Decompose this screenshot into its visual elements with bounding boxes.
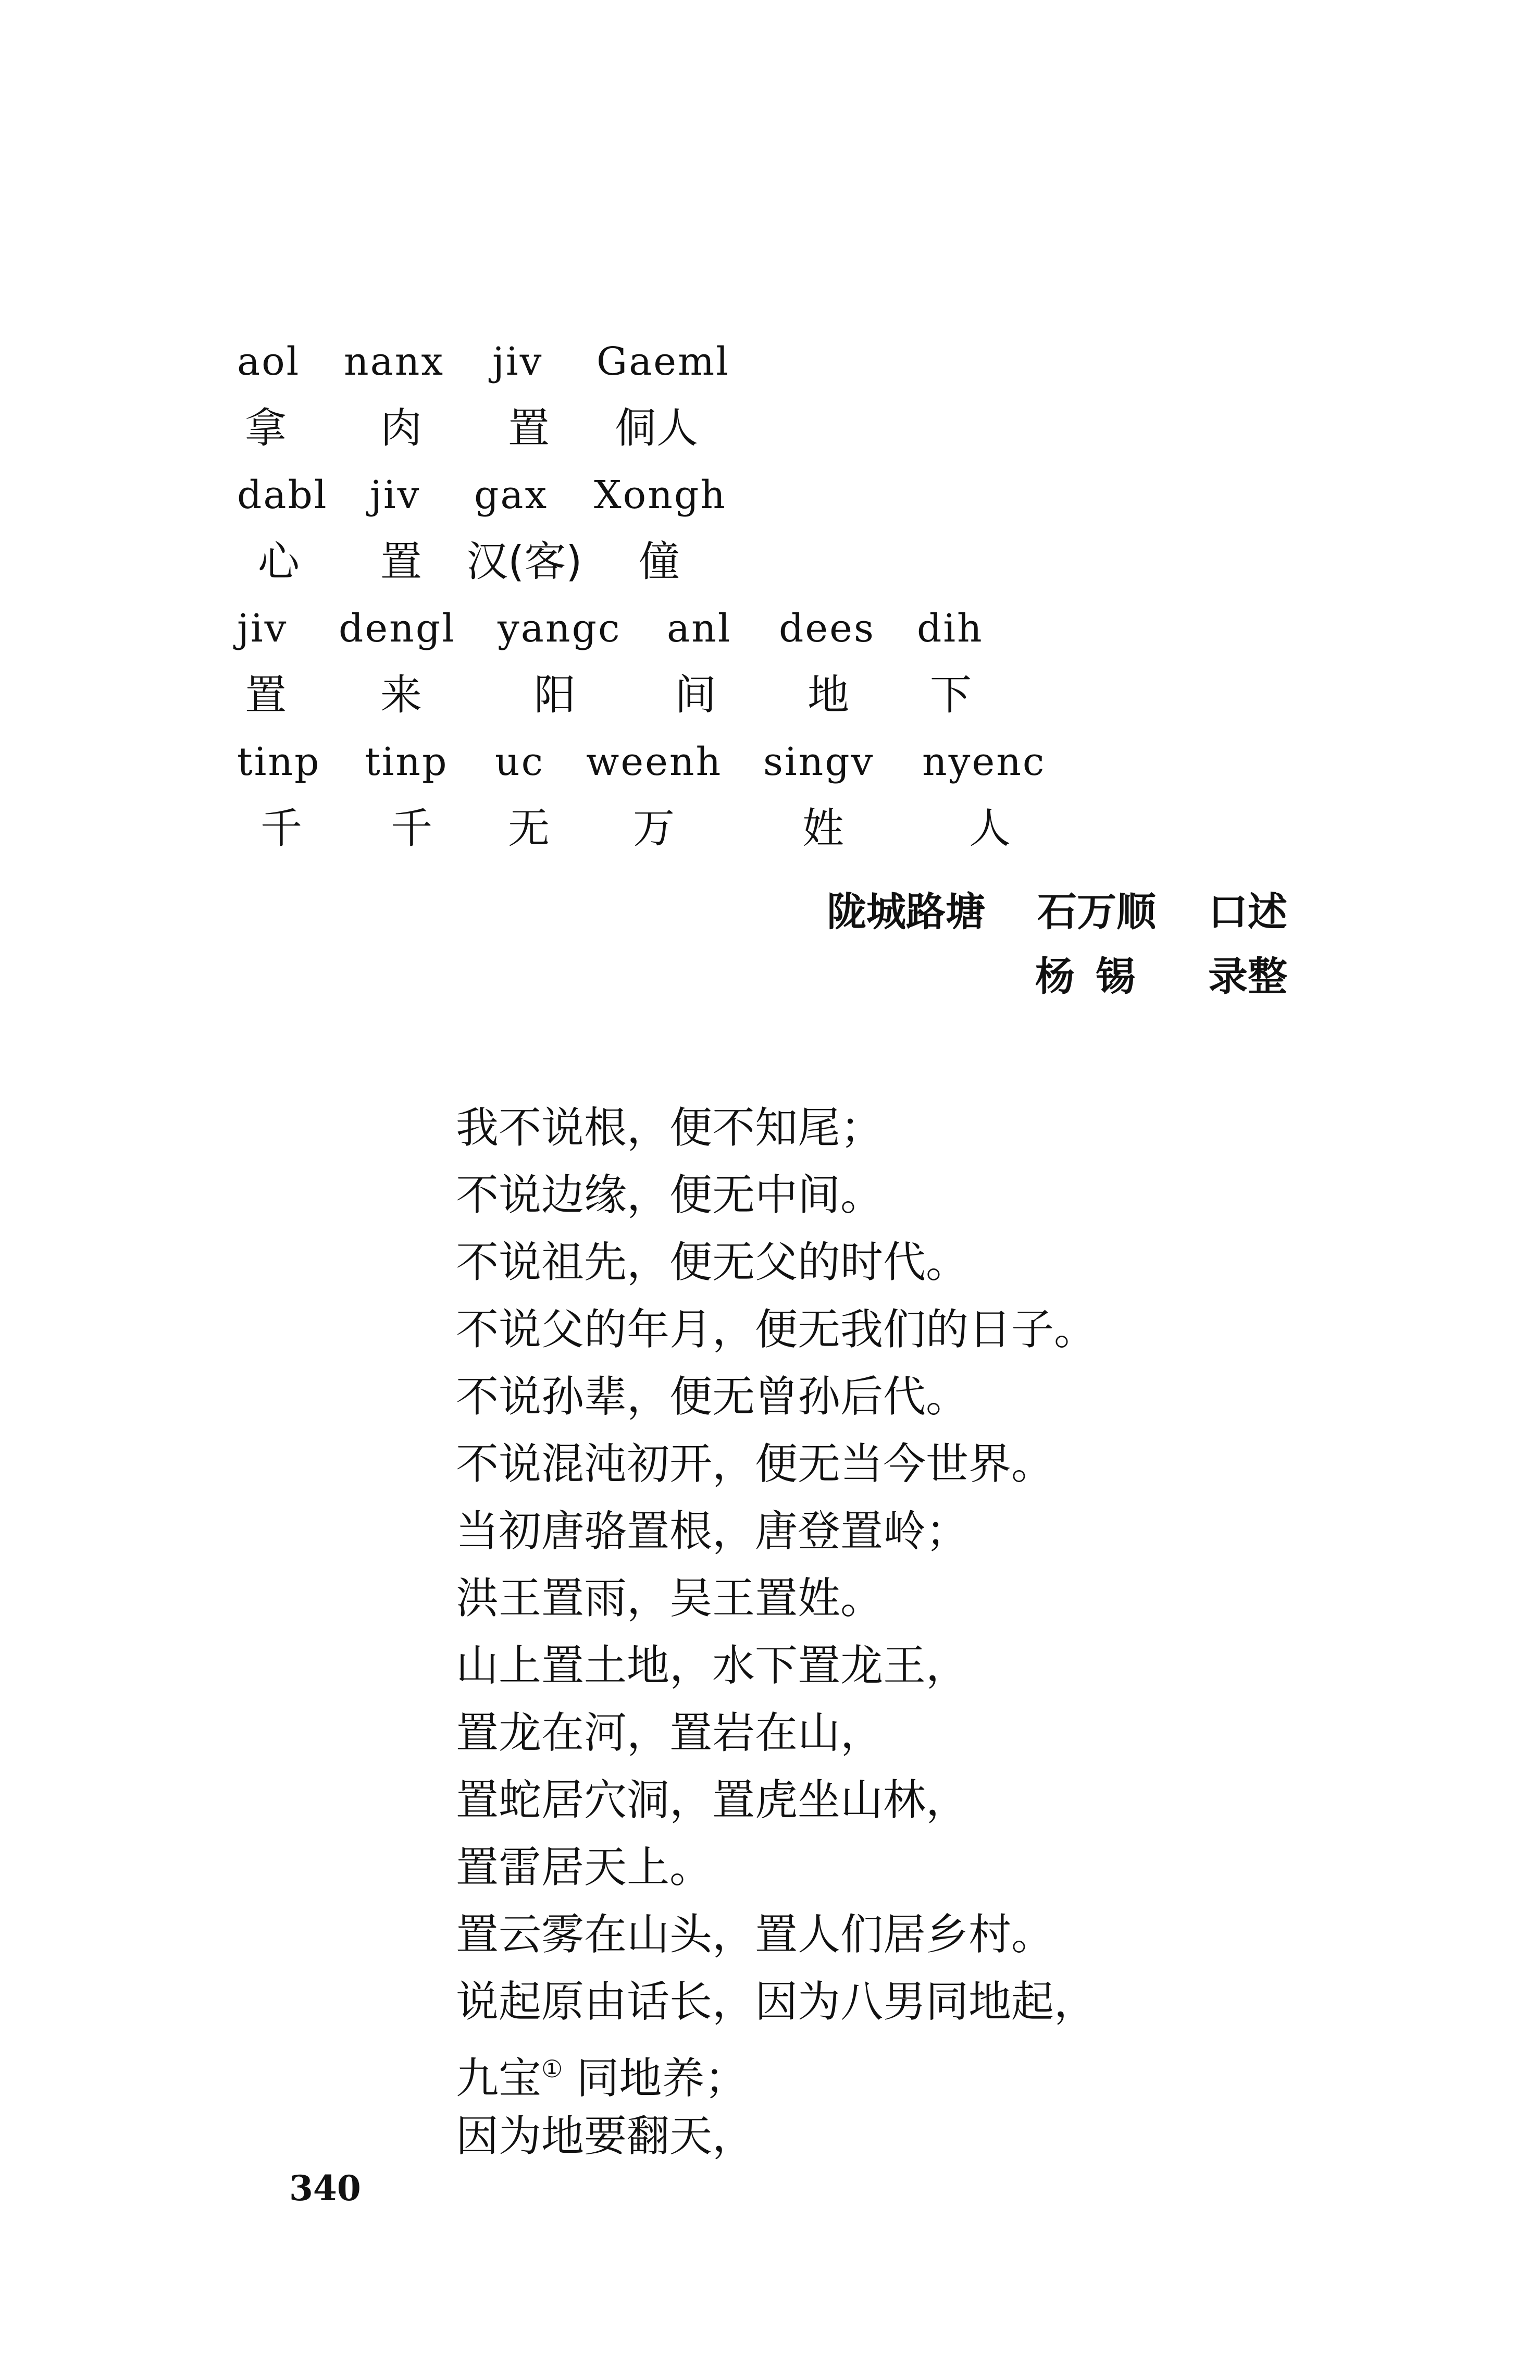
gloss-word: 无 xyxy=(508,804,550,853)
gloss-word: 僮 xyxy=(638,537,680,586)
gloss-word: 下 xyxy=(930,671,972,719)
romanized-word: dees xyxy=(779,606,875,651)
poem-line-text: 置龙在河，置岩在山， xyxy=(456,1708,884,1758)
romanized-word: uc xyxy=(495,739,545,784)
poem-line-text: 不说孙辈，便无曾孙后代。 xyxy=(456,1372,969,1422)
gloss-word: 千 xyxy=(260,804,302,853)
gloss-word: 肉 xyxy=(380,404,422,452)
gloss-line xyxy=(237,795,1123,862)
poem-line xyxy=(456,2103,1342,2170)
poem-line xyxy=(456,1632,1342,1699)
romanized-word: yangc xyxy=(498,606,622,651)
poem-line-text: 因为地要翻天， xyxy=(456,2112,755,2161)
gloss-word: 地 xyxy=(808,671,849,719)
poem-line xyxy=(456,1363,1342,1431)
gloss-word: 侗人 xyxy=(615,404,698,452)
romanized-word: jiv xyxy=(492,339,543,384)
poem-line xyxy=(456,1162,1342,1229)
gloss-word: 人 xyxy=(969,804,1011,853)
romanized-word: jiv xyxy=(237,606,288,651)
footnote-marker[interactable]: ① xyxy=(541,2055,563,2083)
poem-line xyxy=(456,1431,1342,1498)
romanized-word: weenh xyxy=(586,739,723,784)
gloss-line xyxy=(237,395,1123,462)
poem-line xyxy=(456,1968,1342,2036)
romanized-word: dabl xyxy=(237,473,328,517)
romanized-line xyxy=(237,729,1123,795)
gloss-word: 千 xyxy=(391,804,432,853)
poem-line xyxy=(456,1229,1342,1296)
poem-line-text: 说起原由话长，因为八男同地起， xyxy=(456,1977,1097,2027)
poem-line xyxy=(456,1565,1342,1632)
poem-line-text: 不说边缘，便无中间。 xyxy=(456,1170,884,1220)
poem-line xyxy=(456,1834,1342,1901)
romanized-word: anl xyxy=(667,606,732,651)
romanized-word: nanx xyxy=(344,339,445,384)
gloss-line xyxy=(237,528,1123,595)
poem-line-text: 置蛇居穴洞，置虎坐山林， xyxy=(456,1775,969,1825)
poem-line-text: 山上置土地，水下置龙王， xyxy=(456,1641,969,1691)
poem-line-text: 九宝 xyxy=(456,2054,542,2103)
poem-line-text: 不说混沌初开，便无当今世界。 xyxy=(456,1439,1054,1489)
gloss-word: 阳 xyxy=(534,671,576,719)
romanized-word: gax xyxy=(474,473,549,517)
poem-line-text-rest: 同地养； xyxy=(563,2054,748,2103)
page-number: 340 xyxy=(289,2168,361,2209)
romanized-word: singv xyxy=(763,739,875,784)
romanized-word: Xongh xyxy=(594,473,727,517)
poem-line-text: 不说父的年月，便无我们的日子。 xyxy=(456,1305,1097,1354)
poem-line-text: 当初唐骆置根，唐登置岭； xyxy=(456,1507,969,1556)
credits xyxy=(827,880,1287,1009)
poem-line xyxy=(456,1498,1342,1565)
gloss-word: 汉(客) xyxy=(466,537,582,586)
poem-line xyxy=(456,1901,1342,1968)
gloss-word: 置 xyxy=(245,671,287,719)
poem-line xyxy=(456,1296,1342,1363)
romanized-word: tinp xyxy=(365,739,449,784)
poem-line-text: 我不说根，便不知尾； xyxy=(456,1103,884,1153)
credit-place: 陇城路塘 xyxy=(827,889,985,935)
romanized-word: Gaeml xyxy=(597,339,730,384)
gloss-line xyxy=(237,662,1123,729)
romanized-word: jiv xyxy=(370,473,421,517)
poem-line-text: 置雷居天上。 xyxy=(456,1843,713,1892)
romanized-word: nyenc xyxy=(922,739,1046,784)
romanized-word: dengl xyxy=(339,606,456,651)
poem-line xyxy=(456,1699,1342,1767)
gloss-word: 心 xyxy=(258,537,300,586)
romanized-line xyxy=(237,595,1123,662)
poem-line-text: 不说祖先，便无父的时代。 xyxy=(456,1238,969,1287)
credit-person: 石万顺 xyxy=(1037,889,1156,935)
romanized-line xyxy=(237,328,1123,395)
credit-person: 杨锡 xyxy=(1035,953,1156,1000)
gloss-word: 置 xyxy=(380,537,422,586)
gloss-word: 万 xyxy=(633,804,675,853)
gloss-word: 姓 xyxy=(802,804,844,853)
credit-role: 口述 xyxy=(1208,889,1287,935)
romanized-word: tinp xyxy=(237,739,321,784)
credit-role: 录整 xyxy=(1208,953,1287,1000)
poem-line xyxy=(456,2036,1342,2103)
poem-line-text: 置云雾在山头，置人们居乡村。 xyxy=(456,1910,1054,1959)
credit-recorder xyxy=(827,944,1287,1009)
romanized-word: dih xyxy=(917,606,984,651)
gloss-word: 置 xyxy=(508,404,550,452)
poem-line xyxy=(456,1094,1342,1162)
romanized-word: aol xyxy=(237,339,301,384)
gloss-word: 拿 xyxy=(245,404,287,452)
poem-line xyxy=(456,1767,1342,1834)
credit-narrator xyxy=(827,880,1287,944)
poem-line-text: 洪王置雨，吴王置姓。 xyxy=(456,1574,884,1623)
interlinear-lyrics xyxy=(237,328,1123,862)
gloss-word: 间 xyxy=(675,671,716,719)
romanized-line xyxy=(237,462,1123,528)
gloss-word: 来 xyxy=(380,671,422,719)
poem-text xyxy=(456,1094,1342,2170)
